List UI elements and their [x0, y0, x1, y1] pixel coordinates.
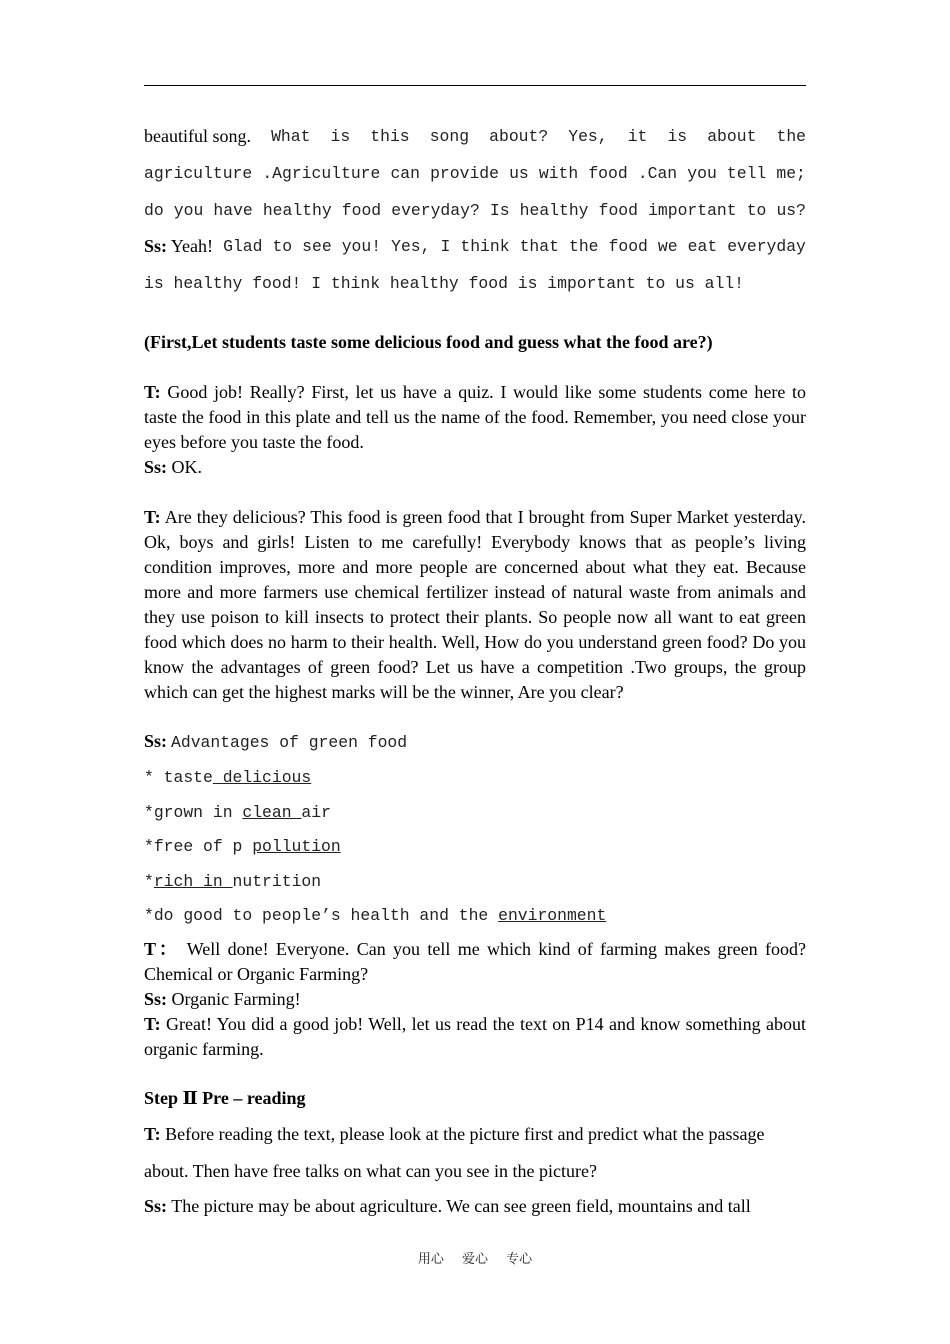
word: it	[627, 127, 648, 146]
intro-paragraph	[144, 124, 806, 223]
item-suffix: air	[301, 802, 331, 822]
reply-word: Yeah!	[170, 236, 214, 256]
item-answer: rich in	[153, 871, 233, 891]
word: healthy	[519, 201, 589, 220]
item-answer: pollution	[252, 837, 341, 856]
word: food	[341, 201, 382, 220]
word: Yes,	[391, 237, 431, 256]
word: you	[687, 164, 717, 183]
word: tell	[726, 164, 767, 183]
speaker-label: Ss:	[144, 1196, 168, 1216]
word: see	[302, 237, 332, 256]
word: everyday	[727, 237, 806, 256]
word: to	[746, 201, 767, 220]
speaker-label: T:	[144, 382, 161, 402]
dialogue-teacher-1	[144, 380, 806, 455]
dialogue-text: Well done! Everyone. Can you tell me which kind of farming makes green food? Chemical or Organic Farming?	[144, 939, 806, 984]
word: is	[667, 127, 688, 146]
dialogue-text: Organic Farming!	[171, 989, 301, 1009]
word: have	[213, 201, 253, 220]
word: me;	[776, 164, 806, 183]
word: that	[519, 237, 559, 256]
word: do	[144, 201, 164, 220]
word: we	[657, 237, 678, 256]
intro-line-1	[144, 124, 806, 161]
word: .Agriculture	[262, 164, 381, 183]
dialogue-text: OK.	[171, 457, 203, 477]
list-item	[144, 869, 806, 904]
intro-line-2	[144, 161, 806, 198]
word: I	[440, 237, 451, 256]
dialogue-students-2	[144, 729, 806, 754]
dialogue-text: about. Then have free talks on what can you see in the picture?	[144, 1161, 597, 1181]
word: the	[776, 127, 806, 146]
word: important	[648, 201, 737, 220]
item-prefix: *do good to people’s health and the	[144, 906, 499, 925]
dialogue-text: Advantages of green food	[171, 733, 408, 752]
speaker-label: Ss:	[144, 236, 168, 256]
step-heading: Step Ⅱ Pre – reading	[144, 1088, 306, 1108]
intro-line-3	[144, 198, 806, 223]
word: What	[271, 127, 311, 146]
word: agriculture	[144, 164, 253, 183]
list-item	[144, 903, 806, 938]
dialogue-text: Great! You did a good job! Well, let us read the text on P14 and know something about organic farming.	[144, 1014, 806, 1059]
intro-lead: beautiful song.	[144, 126, 251, 146]
item-prefix: *grown in	[144, 802, 243, 822]
reply-lead	[144, 234, 213, 271]
word: Yes,	[568, 127, 608, 146]
dialogue-teacher-4	[144, 1012, 806, 1062]
word: with	[538, 164, 579, 183]
speaker-label: T：	[144, 939, 180, 959]
list-item	[144, 834, 806, 869]
dialogue-text: Before reading the text, please look at the picture first and predict what the passage	[165, 1124, 765, 1144]
word: food	[588, 164, 628, 183]
dialogue-teacher-2	[144, 505, 806, 705]
dialogue-students-3	[144, 987, 806, 1012]
word: eat	[687, 237, 718, 256]
word: song	[429, 127, 470, 146]
dialogue-text: Are they delicious? This food is green food that I brought from Super Market yesterday. Ok, boys and girls! Listen to me carefully! Everybody knows that as people’s living condition improves, more and more people are concerned about what they eat. Because more and more farmers use chemical fertilizer instead of natural waste from animals and they use poison to kill insects to protect their plants. So people now all want to eat green food which does no harm to their health. Well, How do you understand green food? Do you know the advantages of green food? Let us have a competition .Two groups, the group which can get the highest marks will be the winner, Are you clear?	[144, 507, 806, 702]
speaker-label: Ss:	[144, 457, 168, 477]
item-answer: delicious	[212, 768, 312, 787]
word: about?	[489, 127, 549, 146]
students-reply-1	[144, 234, 806, 296]
word: Is	[489, 201, 510, 220]
word: us?	[776, 201, 806, 220]
word: healthy	[262, 201, 332, 220]
word: provide	[430, 164, 499, 183]
word: everyday?	[391, 201, 480, 220]
word: you	[173, 201, 204, 220]
dialogue-students-4	[144, 1194, 806, 1219]
word: food	[608, 237, 648, 256]
instruction-heading: (First,Let students taste some delicious food and guess what the food are?)	[144, 332, 713, 352]
word: .Can	[637, 164, 678, 183]
word: the	[568, 237, 599, 256]
speaker-label: Ss:	[144, 989, 168, 1009]
item-suffix: nutrition	[232, 871, 322, 891]
speaker-label: T:	[144, 1124, 161, 1144]
list-item	[144, 765, 806, 800]
dialogue-teacher-3	[144, 937, 806, 987]
dialogue-line	[144, 1122, 806, 1159]
dialogue-text: Good job! Really? First, let us have a quiz. I would like some students come here to taste the food in this plate and tell us the name of the food. Remember, you need close your eyes before you taste the food.	[144, 382, 807, 452]
dialogue-students-1	[144, 455, 806, 480]
word: about	[707, 127, 757, 146]
advantages-list	[144, 765, 806, 938]
header-rule	[144, 85, 806, 86]
word: you!	[341, 237, 382, 256]
reply-text: is healthy food! I think healthy food is important to us all!	[144, 274, 744, 293]
word: to	[272, 237, 293, 256]
item-answer: clean	[242, 802, 302, 822]
list-item	[144, 800, 806, 835]
page-footer: 用心 爱心 专心	[417, 1252, 533, 1267]
item-prefix: *	[144, 871, 154, 891]
dialogue-line	[144, 1159, 806, 1196]
dialogue-teacher-5	[144, 1122, 806, 1196]
speaker-label: T:	[144, 1014, 161, 1034]
item-prefix: * taste	[144, 768, 213, 787]
word: can	[390, 164, 420, 183]
word: food	[598, 201, 638, 220]
word: Glad	[223, 237, 263, 256]
reply-line-1	[144, 234, 806, 271]
dialogue-text: The picture may be about agriculture. We can see green field, mountains and tall	[171, 1196, 751, 1216]
word: is	[330, 127, 351, 146]
word: this	[370, 127, 410, 146]
speaker-label: T:	[144, 507, 161, 527]
word: think	[460, 237, 510, 256]
reply-line-2	[144, 271, 806, 296]
speaker-label: Ss:	[144, 731, 168, 751]
word: us	[509, 164, 529, 183]
item-answer: environment	[498, 906, 607, 925]
item-prefix: *free of p	[144, 837, 253, 856]
